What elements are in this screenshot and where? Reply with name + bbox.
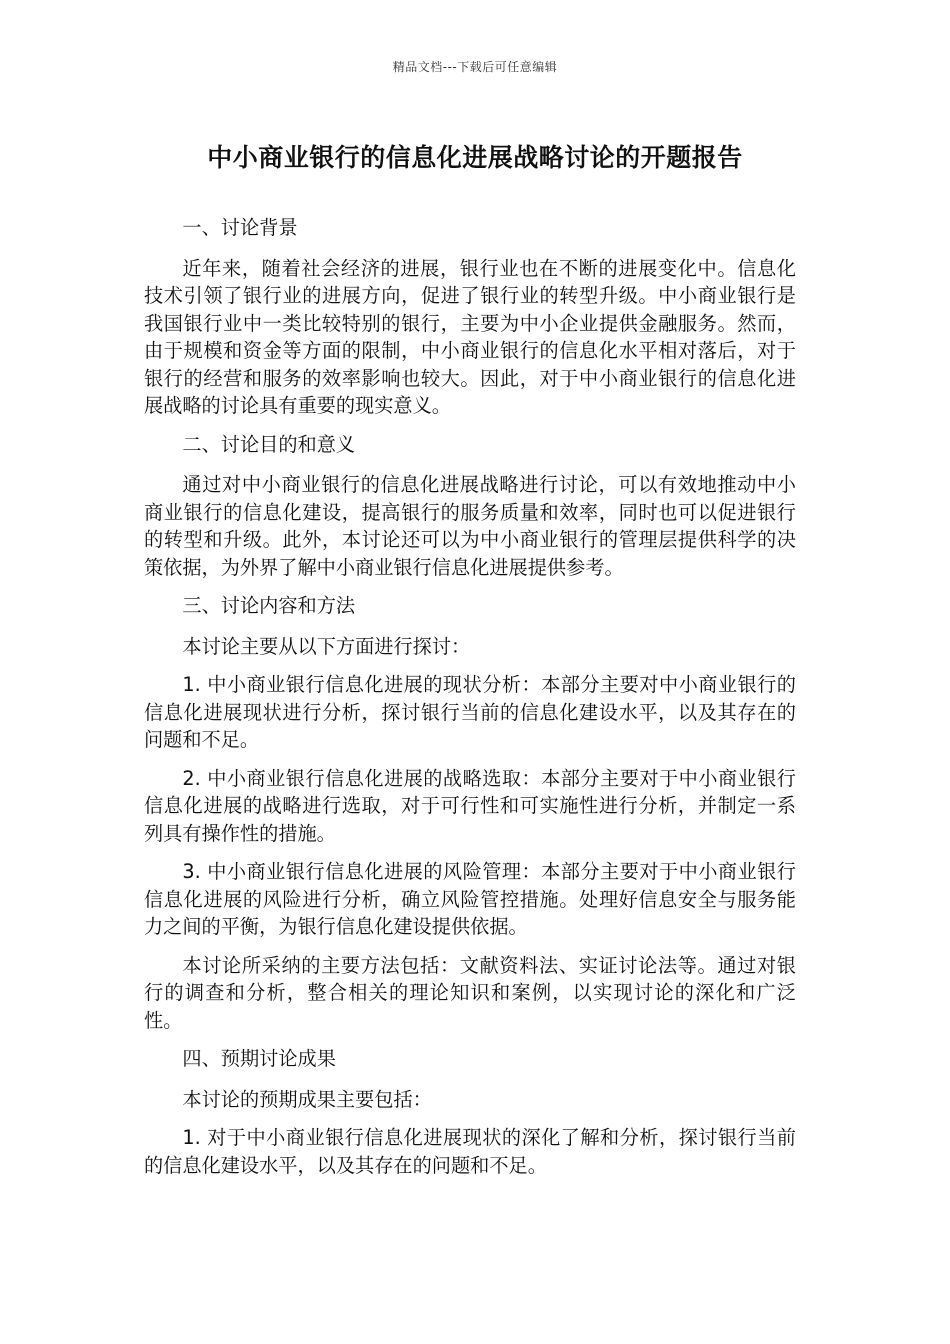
- section-heading-content-method: 三、讨论内容和方法: [182, 594, 356, 617]
- paragraph-background: 近年来，随着社会经济的进展，银行业也在不断的进展变化中。信息化技术引领了银行业的进展方向，促进了银行业的转型升级。中小商业银行是我国银行业中一类比较特别的银行，主要为中小企业提供金融服务。然而，由于规模和资金等方面的限制，中小商业银行的信息化水平相对落后，对于银行的经营和服务的效率影响也较大。因此，对于中小商业银行的信息化进展战略的讨论具有重要的现实意义。: [144, 256, 796, 417]
- list-item-strategy-selection: 2. 中小商业银行信息化进展的战略选取：本部分主要对于中小商业银行信息化进展的战略进行选取，对于可行性和可实施性进行分析，并制定一系列具有操作性的措施。: [144, 766, 796, 845]
- section-heading-purpose: 二、讨论目的和意义: [182, 432, 356, 456]
- paragraph-content-intro: 本讨论主要从以下方面进行探讨：: [182, 634, 471, 658]
- paragraph-methods: 本讨论所采纳的主要方法包括：文献资料法、实证讨论法等。通过对银行的调查和分析，整合相关的理论知识和案例，以实现讨论的深化和广泛性。: [144, 953, 796, 1032]
- page-header-note: 精品文档---下载后可任意编辑: [392, 60, 558, 74]
- section-heading-background: 一、讨论背景: [182, 216, 298, 239]
- paragraph-purpose: 通过对中小商业银行的信息化进展战略进行讨论，可以有效地推动中小商业银行的信息化建设，提高银行的服务质量和效率，同时也可以促进银行的转型和升级。此外，本讨论还可以为中小商业银行的管理层提供科学的决策依据，为外界了解中小商业银行信息化进展提供参考。: [144, 473, 796, 579]
- list-item-result-1: 1. 对于中小商业银行信息化进展现状的深化了解和分析，探讨银行当前的信息化建设水平，以及其存在的问题和不足。: [144, 1126, 796, 1177]
- list-item-status-analysis: 1. 中小商业银行信息化进展的现状分析：本部分主要对中小商业银行的信息化进展现状进行分析，探讨银行当前的信息化建设水平，以及其存在的问题和不足。: [144, 673, 796, 751]
- document-title: 中小商业银行的信息化进展战略讨论的开题报告: [207, 143, 743, 172]
- paragraph-results-intro: 本讨论的预期成果主要包括：: [182, 1087, 432, 1111]
- section-heading-expected-results: 四、预期讨论成果: [182, 1047, 336, 1070]
- document-body: [144, 214, 796, 1190]
- list-item-risk-management: 3. 中小商业银行信息化进展的风险管理：本部分主要对于中小商业银行信息化进展的风险进行分析，确立风险管控措施。处理好信息安全与服务能力之间的平衡，为银行信息化建设提供依据。: [144, 860, 796, 938]
